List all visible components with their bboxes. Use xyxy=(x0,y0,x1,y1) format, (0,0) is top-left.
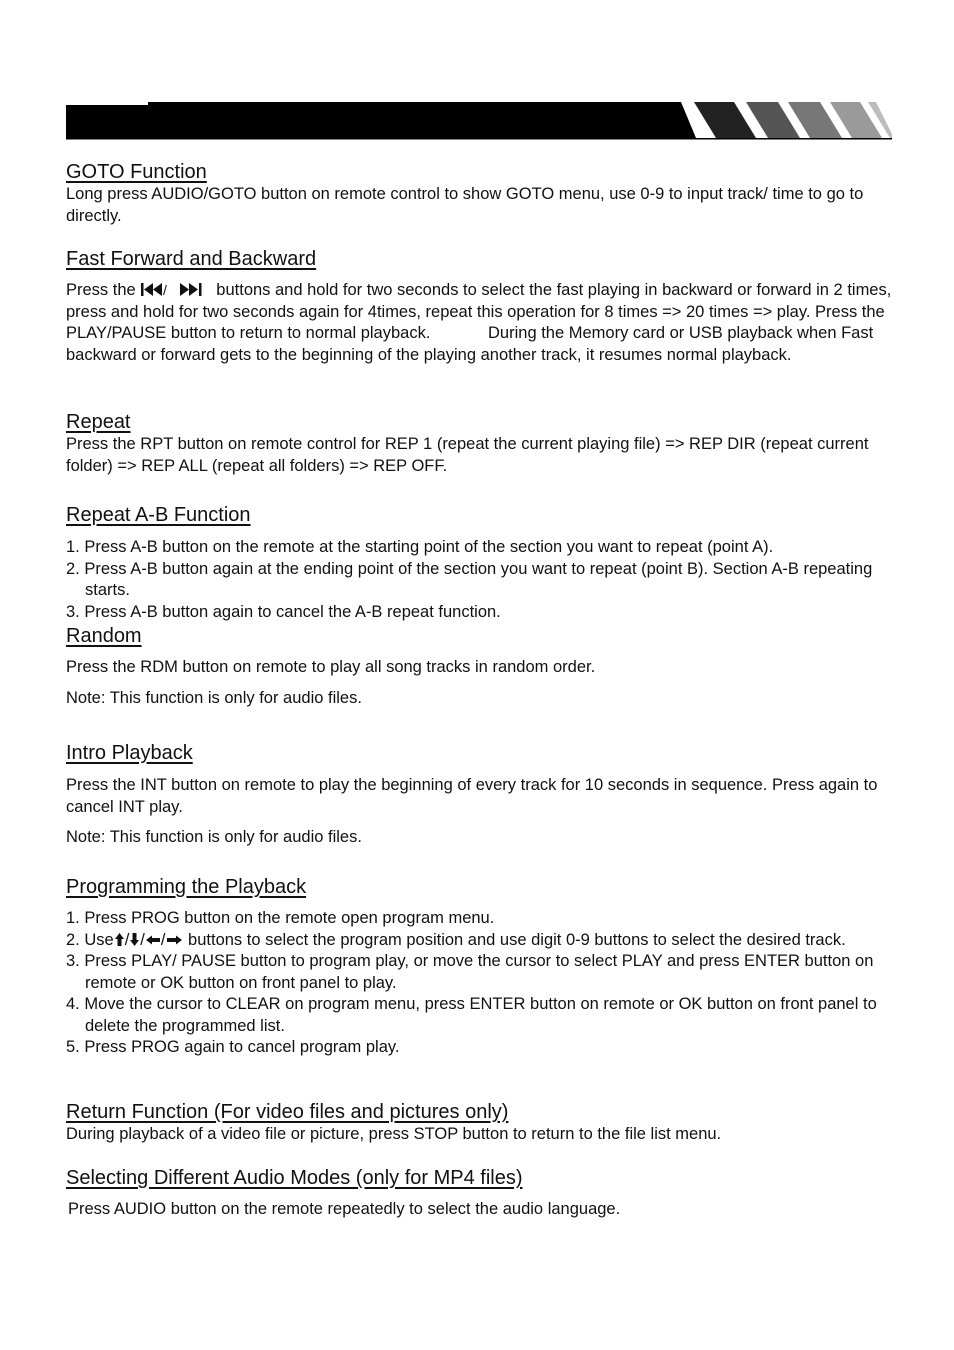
list-item: 2. Use / / / buttons to select the program position and use digit 0-9 buttons to select the desired track. xyxy=(66,930,846,949)
return-heading: Return Function (For video files and pictures only) xyxy=(66,1101,509,1123)
program-item2-post: buttons to select the program position and use digit 0-9 buttons to select the desired track. xyxy=(183,930,846,949)
skip-forward-icon xyxy=(180,282,216,298)
audio-modes-text: Press AUDIO button on the remote repeatedly to select the audio language. xyxy=(68,1200,621,1218)
skip-back-icon xyxy=(140,282,180,298)
list-item: 1. Press PROG button on the remote open program menu. xyxy=(66,909,495,927)
arrow-right-icon xyxy=(165,932,183,948)
intro-heading: Intro Playback xyxy=(66,742,193,764)
arrow-down-icon xyxy=(129,932,140,948)
ffwd-text-post: buttons and hold for two seconds to select the fast playing in backward or forward in 2 times, press and hold for two seconds again for 4times, repeat this operation for 8 times => 20 times => play. Press the PLAY/PAUSE button to return to normal playback. xyxy=(66,281,892,342)
program-heading: Programming the Playback xyxy=(66,876,307,898)
random-text: Press the RDM button on remote to play all song tracks in random order. xyxy=(66,658,596,676)
random-heading: Random xyxy=(66,625,142,647)
header-banner xyxy=(66,102,892,140)
ffwd-text xyxy=(66,280,906,366)
intro-text: Press the INT button on remote to play the beginning of every track for 10 seconds in sequence. Press again to cancel INT play. xyxy=(66,776,878,816)
intro-note: Note: This function is only for audio files. xyxy=(66,828,362,846)
repeat-ab-list xyxy=(66,537,906,623)
program-list xyxy=(66,908,906,1059)
list-item: 5. Press PROG again to cancel program play. xyxy=(66,1038,400,1056)
list-item: 2. Press A-B button again at the ending point of the section you want to repeat (point B). Section A-B repeating starts. xyxy=(66,559,873,599)
repeat-ab-heading: Repeat A-B Function xyxy=(66,504,251,526)
ffwd-text-2: During the Memory card or USB playback when Fast backward or forward gets to the beginning of the playing another track, it resumes normal playback. xyxy=(66,324,874,364)
return-text: During playback of a video file or picture, press STOP button to return to the file list menu. xyxy=(66,1125,722,1143)
ffwd-text-pre: Press the xyxy=(66,281,141,299)
svg-text:/: / xyxy=(163,282,168,298)
repeat-heading: Repeat xyxy=(66,411,131,433)
repeat-text: Press the RPT button on remote control for REP 1 (repeat the current playing file) => REP DIR (repeat current folder) => REP ALL (repeat all folders) => REP OFF. xyxy=(66,435,869,475)
goto-text: Long press AUDIO/GOTO button on remote control to show GOTO menu, use 0-9 to input track/ time to go to directly. xyxy=(66,185,864,225)
program-item2-pre: 2. Use xyxy=(66,930,114,949)
ffwd-heading: Fast Forward and Backward xyxy=(66,248,317,270)
list-item: 3. Press A-B button again to cancel the A-B repeat function. xyxy=(66,602,501,621)
arrow-left-icon xyxy=(145,932,161,948)
random-note: Note: This function is only for audio files. xyxy=(66,689,362,707)
audio-modes-heading: Selecting Different Audio Modes (only for MP4 files) xyxy=(66,1167,523,1189)
arrow-up-icon xyxy=(114,932,125,948)
list-item: 1. Press A-B button on the remote at the starting point of the section you want to repeat (point A). xyxy=(66,538,774,556)
list-item: 4. Move the cursor to CLEAR on program menu, press ENTER button on remote or OK button on front panel to delete the programmed list. xyxy=(66,995,877,1035)
goto-heading: GOTO Function xyxy=(66,161,207,183)
list-item: 3. Press PLAY/ PAUSE button to program play, or move the cursor to select PLAY and press ENTER button on remote or OK button on front panel to play. xyxy=(66,952,874,992)
